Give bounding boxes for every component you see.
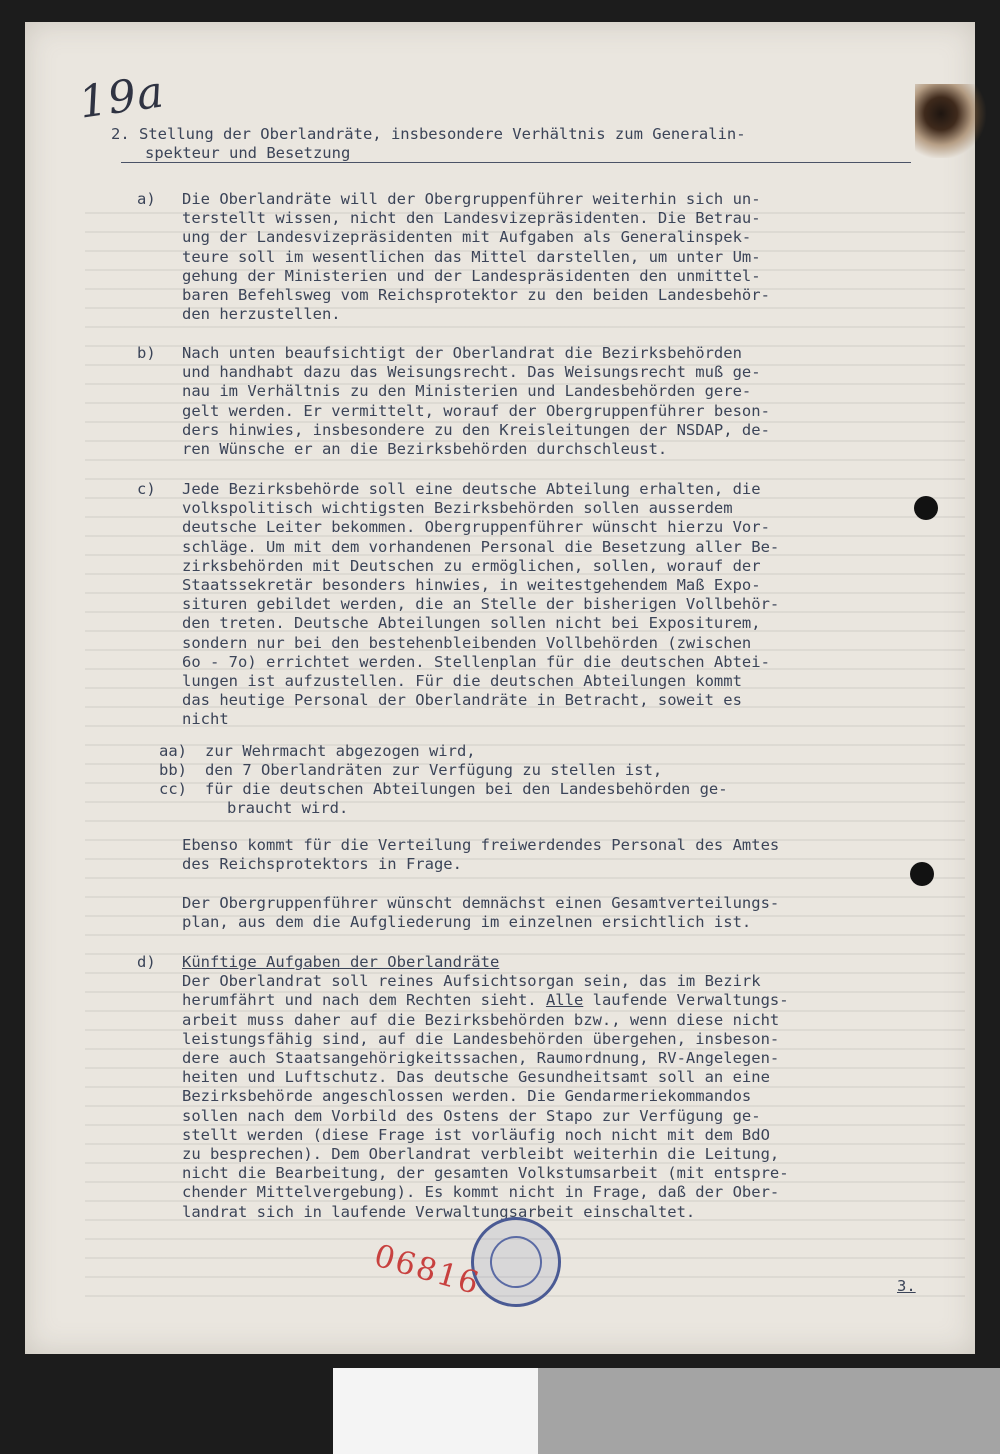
text-line: des Reichsprotektors in Frage. [182, 855, 462, 874]
list-item-text [205, 780, 905, 818]
text-line: sondern nur bei den bestehenbleibenden Vollbehörden (zwischen [182, 633, 752, 652]
section-a-body [182, 190, 922, 324]
text-line: Der Obergruppenführer wünscht demnächst einen Gesamtverteilungs- [182, 894, 780, 912]
section-d-label: d) [137, 953, 156, 971]
text-line: deutsche Leiter bekommen. Obergruppenführer wünscht hierzu Vor- [182, 518, 770, 537]
text-line: gehung der Ministerien und der Landespräsidenten den unmittel- [182, 266, 761, 285]
text-line: schläge. Um mit dem vorhandenen Personal die Besetzung aller Be- [182, 537, 780, 556]
text-line: gelt werden. Er vermittelt, worauf der Obergruppenführer beson- [182, 401, 770, 420]
underlined-word: Alle [545, 991, 584, 1010]
paragraph-personnel [182, 836, 942, 874]
section-d-title: Künftige Aufgaben der Oberlandräte [182, 953, 500, 971]
color-calibration-white [333, 1368, 538, 1454]
paragraph-distribution-plan [182, 894, 942, 932]
text-line: zu besprechen). Dem Oberlandrat verbleibt weiterhin die Leitung, [182, 1145, 780, 1164]
document-content [25, 22, 975, 1354]
text-line: zirksbehörden mit Deutschen zu ermöglichen, sollen, worauf der [182, 556, 761, 575]
text-line: baren Befehlsweg vom Reichsprotektor zu den beiden Landesbehör- [182, 286, 770, 305]
text-fragment: laufende Verwaltungs- [583, 991, 789, 1010]
text-line: plan, aus dem die Aufgliederung im einzelnen ersichtlich ist. [182, 913, 752, 932]
text-line: arbeit muss daher auf die Bezirksbehörden bzw., wenn diese nicht [182, 1010, 780, 1029]
list-item-label: aa) [159, 742, 187, 760]
list-item-text: zur Wehrmacht abgezogen wird, [205, 742, 476, 760]
text-line: teure soll im wesentlichen das Mittel darstellen, um unter Um- [182, 247, 761, 266]
next-page-reference: 3. [897, 1277, 916, 1295]
text-line: nau im Verhältnis zu den Ministerien und Landesbehörden gere- [182, 382, 752, 401]
text-line: Bezirksbehörde angeschlossen werden. Die Gendarmeriekommandos [182, 1087, 752, 1106]
text-line: ung der Landesvizepräsidenten mit Aufgaben als Generalinspek- [182, 228, 752, 247]
text-line: ren Wünsche er an die Bezirksbehörden durchschleust. [182, 440, 668, 459]
text-line: Der Oberlandrat soll reines Aufsichtsorgan sein, das im Bezirk [182, 972, 761, 991]
text-line: den herzustellen. [182, 305, 341, 324]
archive-stamp [464, 1210, 568, 1314]
text-line: chender Mittelvergebung). Es kommt nicht in Frage, daß der Ober- [182, 1183, 780, 1202]
section-heading [111, 125, 891, 163]
list-item-label: cc) [159, 780, 187, 798]
section-b-body [182, 344, 922, 459]
text-line: ders hinwies, insbesondere zu den Kreisleitungen der NSDAP, de- [182, 420, 770, 439]
stamp-seal-center [486, 1232, 546, 1292]
heading-underline [121, 162, 911, 163]
text-line: 6o - 7o) errichtet werden. Stellenplan für die deutschen Abtei- [182, 652, 770, 671]
text-line: stellt werden (diese Frage ist vorläufig noch nicht mit dem BdO [182, 1125, 770, 1144]
text-line: und handhabt dazu das Weisungsrecht. Das Weisungsrecht muß ge- [182, 363, 761, 382]
text-line: den treten. Deutsche Abteilungen sollen nicht bei Expositurem, [182, 614, 761, 633]
section-c-label: c) [137, 480, 156, 498]
document-page [25, 22, 975, 1354]
text-line: Jede Bezirksbehörde soll eine deutsche Abteilung erhalten, die [182, 480, 761, 498]
text-line: Die Oberlandräte will der Obergruppenführer weiterhin sich un- [182, 190, 761, 208]
section-d-body [182, 953, 922, 1222]
text-line: lungen ist aufzustellen. Für die deutschen Abteilungen kommt [182, 672, 742, 691]
text-line: landrat sich in laufende Verwaltungsarbeit einschaltet. [182, 1202, 696, 1221]
text-line: volkspolitisch wichtigsten Bezirksbehörden sollen ausserdem [182, 499, 733, 518]
list-item-text: den 7 Oberlandräten zur Verfügung zu stellen ist, [205, 761, 663, 779]
archive-stamp-number: 06816 [370, 1237, 485, 1303]
text-line: nicht die Bearbeitung, der gesamten Volkstumsarbeit (mit entspre- [182, 1164, 789, 1183]
heading-line-2: spekteur und Besetzung [145, 144, 351, 162]
text-line: nicht [182, 710, 229, 729]
text-line: leistungsfähig sind, auf die Landesbehörden übergehen, insbeson- [182, 1029, 780, 1048]
text-line: braucht wird. [227, 799, 349, 818]
text-line: Staatssekretär besonders hinwies, in weitestgehendem Maß Expo- [182, 576, 761, 595]
color-calibration-gray [538, 1368, 1000, 1454]
heading-line-1: 2. Stellung der Oberlandräte, insbesondere Verhältnis zum Generalin- [111, 125, 746, 143]
section-a-label: a) [137, 190, 156, 208]
text-line [182, 991, 922, 1010]
handwritten-page-number: 19a [75, 66, 168, 129]
text-line: dere auch Staatsangehörigkeitssachen, Raumordnung, RV-Angelegen- [182, 1049, 780, 1068]
text-line: heiten und Luftschutz. Das deutsche Gesundheitsamt soll an eine [182, 1068, 770, 1087]
text-line: für die deutschen Abteilungen bei den Landesbehörden ge- [205, 780, 728, 798]
text-line: Ebenso kommt für die Verteilung freiwerdendes Personal des Amtes [182, 836, 780, 854]
text-line: terstellt wissen, nicht den Landesvizepräsidenten. Die Betrau- [182, 209, 761, 228]
section-b-label: b) [137, 344, 156, 362]
list-item-label: bb) [159, 761, 187, 779]
text-line: Nach unten beaufsichtigt der Oberlandrat die Bezirksbehörden [182, 344, 742, 362]
text-fragment: herumfährt und nach dem Rechten sieht. [182, 991, 546, 1010]
text-line: das heutige Personal der Oberlandräte in Betracht, soweit es [182, 691, 742, 710]
section-c-body [182, 480, 922, 730]
text-line: situren gebildet werden, die an Stelle der bisherigen Vollbehör- [182, 595, 780, 614]
text-line: sollen nach dem Vorbild des Ostens der Stapo zur Verfügung ge- [182, 1106, 761, 1125]
